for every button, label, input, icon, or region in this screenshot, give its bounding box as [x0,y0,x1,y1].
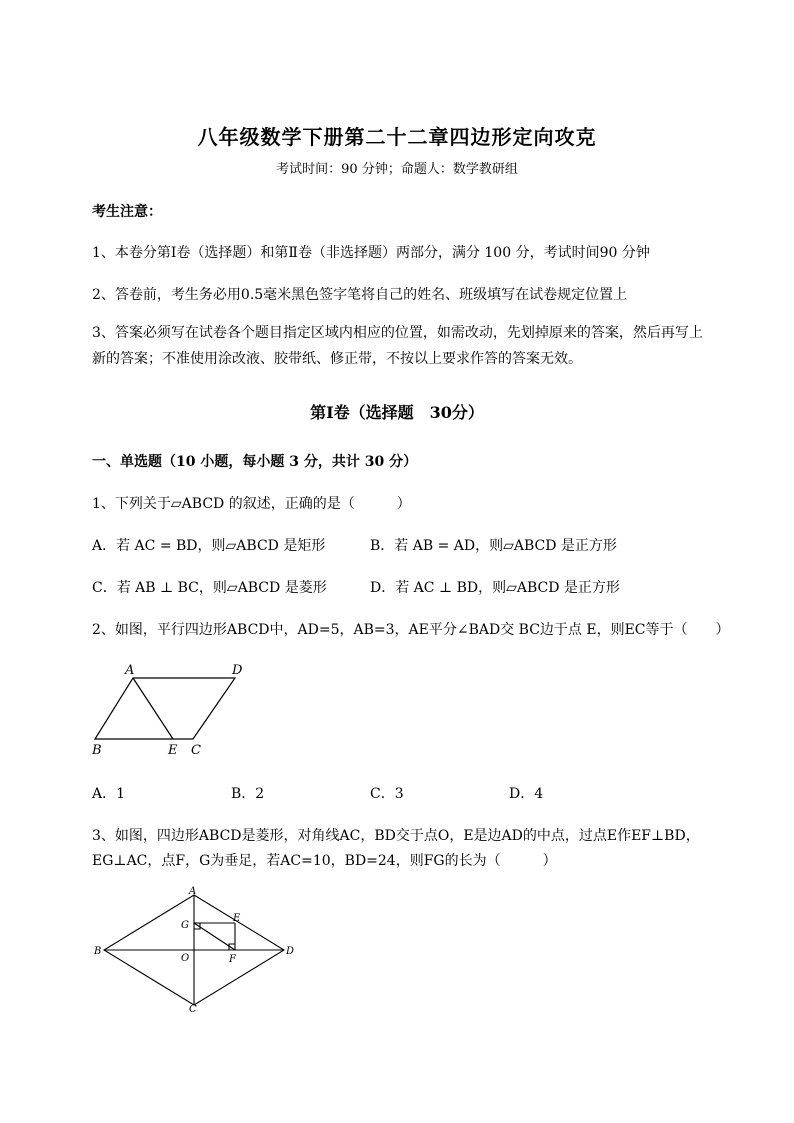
parallelogram-abcd [95,678,235,739]
label-b: B [94,946,102,957]
notice-heading: 考生注意： [92,204,162,220]
q3-rhombus-figure [90,885,300,1015]
q3-stem-line1: 3、如图，四边形ABCD是菱形，对角线AC，BD交于点O，E是边AD的中点，过点E作EF⊥BD， [92,828,700,844]
label-d: D [232,663,243,678]
segment-ae [133,678,173,739]
q1-option-d: D．若 AC ⊥ BD，则▱ABCD 是正方形 [370,580,620,596]
q2-option-a: A．1 [92,786,126,802]
q1-option-a: A．若 AC = BD，则▱ABCD 是矩形 [92,538,326,554]
label-a: A [125,663,135,678]
page-title: 八年级数学下册第二十二章四边形定向攻克 [197,125,597,149]
q3-stem-line2: EG⊥AC，点F，G为垂足，若AC=10，BD=24，则FG的长为（ ） [92,853,557,869]
q2-option-c: C．3 [370,786,404,802]
label-d: D [286,946,295,957]
part-heading: 一、单选题（10 小题，每小题 3 分，共计 30 分） [92,454,418,470]
label-c: C [191,743,201,758]
notice-item-1: 1、本卷分第Ⅰ卷（选择题）和第Ⅱ卷（非选择题）两部分，满分 100 分，考试时间90 分钟 [92,245,650,261]
label-o: O [181,953,190,964]
q1-option-b: B．若 AB = AD，则▱ABCD 是正方形 [370,538,617,554]
q1-option-c: C．若 AB ⊥ BC，则▱ABCD 是菱形 [92,580,327,596]
label-g: G [181,920,189,931]
q2-parallelogram-figure [80,655,260,760]
label-c: C [189,1004,197,1015]
q2-option-d: D．4 [509,786,544,802]
notice-item-2: 2、答卷前，考生务必用0.5毫米黑色签字笔将自己的姓名、班级填写在试卷规定位置上 [92,287,628,303]
label-e: E [168,743,178,758]
q2-stem: 2、如图，平行四边形ABCD中，AD=5，AB=3，AE平分∠BAD交 BC边于点 E，则EC等于（ ） [92,622,730,638]
exam-subtitle: 考试时间：90 分钟；命题人：数学教研组 [276,162,518,177]
label-a: A [189,886,197,897]
notice-item-3: 3、答案必须写在试卷各个题目指定区域内相应的位置，如需改动，先划掉原来的答案，然后再写上新的答案；不准使用涂改液、胶带纸、修正带，不按以上要求作答的答案无效。 [92,325,703,367]
q2-option-b: B．2 [231,786,265,802]
label-b: B [92,743,102,758]
label-f: F [229,954,236,965]
q1-stem: 1、下列关于▱ABCD 的叙述，正确的是（ ） [92,496,411,512]
section-title: 第Ⅰ卷（选择题 30分） [310,403,484,422]
label-e: E [233,913,241,924]
